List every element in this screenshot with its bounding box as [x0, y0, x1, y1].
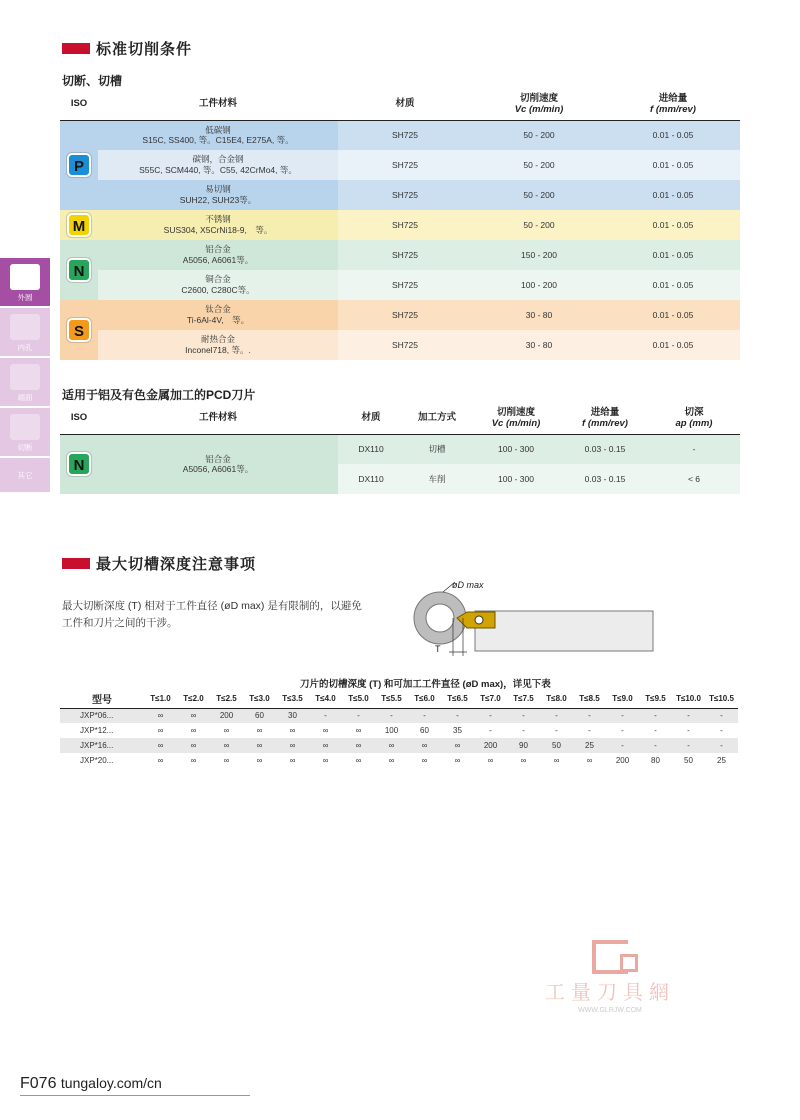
- depth-value-cell: ∞: [157, 756, 164, 765]
- depth-value-cell: 35: [453, 726, 462, 735]
- depth-value-cell: -: [705, 708, 738, 723]
- depth-value-cell: ∞: [144, 708, 177, 723]
- footer: [20, 1075, 162, 1093]
- depth-value-cell: ∞: [256, 726, 263, 735]
- material-cell: 碳钢，合金钢 S55C, SCM440, 等。C55, 42CrMo4, 等。: [98, 150, 338, 180]
- col-depth-header: T≤3.0: [243, 690, 276, 708]
- col-model: 型号: [60, 690, 144, 708]
- depth-value-cell: -: [555, 726, 558, 735]
- depth-value-cell: -: [342, 708, 375, 723]
- col-depth-header: T≤2.5: [210, 690, 243, 708]
- depth-value-cell: ∞: [289, 726, 296, 735]
- material-cell: 易切钢 SUH22, SUH23等。: [98, 180, 338, 210]
- watermark-logo-icon: [592, 940, 628, 974]
- iso-badge-n: N: [67, 452, 91, 476]
- depth-value-cell: ∞: [421, 756, 428, 765]
- depth-value-cell: ∞: [375, 738, 408, 753]
- material-cell: 铝合金 A5056, A6061等。: [98, 434, 338, 494]
- iso-cell-n: [60, 434, 98, 494]
- depth-value-cell: -: [588, 726, 591, 735]
- sidebar-tabs: [0, 258, 50, 494]
- table-row: DX110 车削 100 - 300 0.03 - 0.15 < 6: [60, 464, 740, 494]
- depth-value-cell: ∞: [309, 738, 342, 753]
- grooving-diagram: [405, 572, 660, 667]
- depth-value-cell: ∞: [190, 726, 197, 735]
- depth-value-cell: 30: [276, 708, 309, 723]
- material-cell: 钛合金 Ti-6Al-4V, 等。: [98, 300, 338, 330]
- col-depth-header: T≤8.5: [573, 690, 606, 708]
- col-depth-header: T≤3.5: [276, 690, 309, 708]
- title-accent-bar: [62, 43, 90, 54]
- depth-value-cell: ∞: [520, 756, 527, 765]
- table-row: [60, 738, 738, 753]
- section-title-text: 标准切削条件: [96, 41, 193, 58]
- material-cell: 铝合金 A5056, A6061等。: [98, 240, 338, 270]
- depth-value-cell: ∞: [243, 738, 276, 753]
- iso-cell-s: [60, 300, 98, 360]
- depth-value-cell: 200: [615, 756, 630, 765]
- depth-value-cell: -: [606, 738, 639, 753]
- table-row: 易切钢 SUH22, SUH23等。 SH725 50 - 200 0.01 - 0.05: [60, 180, 740, 210]
- depth-value-cell: ∞: [289, 756, 296, 765]
- depth-value-cell: ∞: [322, 756, 329, 765]
- depth-value-cell: -: [573, 708, 606, 723]
- col-iso: ISO: [70, 98, 88, 110]
- depth-value-cell: ∞: [586, 756, 593, 765]
- depth-value-cell: -: [705, 738, 738, 753]
- depth-value-cell: -: [507, 708, 540, 723]
- table-row: N 铝合金 A5056, A6061等。 SH725 150 - 200 0.01 - 0.05: [60, 240, 740, 270]
- depth-label: T: [435, 644, 441, 654]
- iso-cell-p: [60, 120, 98, 210]
- table-row: [60, 723, 738, 738]
- col-grade: 材质: [395, 98, 415, 110]
- col-depth-header: T≤9.0: [606, 690, 639, 708]
- iso-badge-p: P: [67, 153, 91, 177]
- depth-value-cell: 100: [384, 726, 399, 735]
- depth-value-cell: -: [639, 708, 672, 723]
- depth-value-cell: ∞: [342, 738, 375, 753]
- footer-divider: [20, 1095, 250, 1096]
- col-feed: 进给量 f (mm/rev): [650, 92, 696, 115]
- section-title-max-depth: [62, 553, 256, 574]
- table-row: [60, 708, 738, 723]
- depth-value-cell: ∞: [388, 756, 395, 765]
- depth-value-cell: 200: [474, 738, 507, 753]
- table-row: N 铝合金 A5056, A6061等。 DX110 切槽 100 - 300 0.03 - 0.15 -: [60, 434, 740, 464]
- depth-value-cell: -: [687, 726, 690, 735]
- model-cell: JXP*06...: [60, 708, 144, 723]
- material-cell: 不锈钢 SUS304, X5CrNi18-9, 等。: [98, 210, 338, 240]
- col-depth-header: T≤6.5: [441, 690, 474, 708]
- depth-value-cell: -: [720, 726, 723, 735]
- depth-value-cell: 60: [243, 708, 276, 723]
- depth-value-cell: ∞: [355, 756, 362, 765]
- depth-value-cell: ∞: [256, 756, 263, 765]
- depth-value-cell: ∞: [454, 756, 461, 765]
- table-row: [60, 753, 738, 768]
- col-depth-header: T≤2.0: [177, 690, 210, 708]
- depth-value-cell: ∞: [223, 756, 230, 765]
- depth-value-cell: ∞: [441, 738, 474, 753]
- depth-value-cell: 200: [210, 708, 243, 723]
- depth-value-cell: ∞: [177, 738, 210, 753]
- model-cell: JXP*12...: [80, 726, 114, 735]
- depth-value-cell: -: [474, 708, 507, 723]
- depth-value-cell: -: [441, 708, 474, 723]
- sidebar-tab-other[interactable]: 其它: [0, 458, 50, 492]
- col-material: 工件材料: [198, 98, 237, 110]
- depth-value-cell: ∞: [223, 726, 230, 735]
- depth-value-cell: -: [408, 708, 441, 723]
- col-depth-header: T≤8.0: [540, 690, 573, 708]
- sidebar-tab-internal[interactable]: 内孔: [0, 308, 50, 356]
- workpiece-bore: [426, 604, 454, 632]
- depth-value-cell: -: [654, 726, 657, 735]
- depth-value-cell: -: [522, 726, 525, 735]
- internal-boring-icon: [10, 314, 40, 340]
- col-depth-header: T≤5.5: [375, 690, 408, 708]
- depth-value-cell: -: [375, 708, 408, 723]
- depth-value-cell: ∞: [177, 708, 210, 723]
- model-cell: JXP*16...: [60, 738, 144, 753]
- depth-value-cell: 90: [507, 738, 540, 753]
- depth-value-cell: ∞: [144, 738, 177, 753]
- iso-badge-s: S: [67, 318, 91, 342]
- depth-value-cell: -: [672, 738, 705, 753]
- section-title-cutting-conditions: [62, 38, 192, 59]
- material-cell: 耐热合金 Inconel718, 等。.: [98, 330, 338, 360]
- depth-value-cell: 80: [651, 756, 660, 765]
- depth-value-cell: -: [639, 738, 672, 753]
- parting-icon: [10, 414, 40, 440]
- sidebar-tab-face[interactable]: 端面: [0, 358, 50, 406]
- depth-value-cell: ∞: [355, 726, 362, 735]
- depth-table: [60, 690, 738, 768]
- depth-value-cell: -: [309, 708, 342, 723]
- subhead-parting-grooving: 切断、切槽: [62, 74, 123, 88]
- depth-value-cell: -: [489, 726, 492, 735]
- col-depth-header: T≤10.5: [705, 690, 738, 708]
- external-turning-icon: [10, 264, 40, 290]
- col-depth-header: T≤6.0: [408, 690, 441, 708]
- depth-value-cell: ∞: [276, 738, 309, 753]
- table-row: M 不锈钢 SUS304, X5CrNi18-9, 等。 SH725 50 - 200 0.01 - 0.05: [60, 210, 740, 240]
- diameter-label: øD max: [452, 580, 484, 590]
- col-depth-header: T≤1.0: [144, 690, 177, 708]
- iso-cell-m: [60, 210, 98, 240]
- table-row: S 钛合金 Ti-6Al-4V, 等。 SH725 30 - 80 0.01 - 0.05: [60, 300, 740, 330]
- depth-value-cell: 25: [573, 738, 606, 753]
- page-number: F076: [20, 1075, 57, 1092]
- depth-value-cell: ∞: [190, 756, 197, 765]
- material-cell: 铜合金 C2600, C280C等。: [98, 270, 338, 300]
- depth-value-cell: ∞: [408, 738, 441, 753]
- iso-cell-n: [60, 240, 98, 300]
- col-depth-header: T≤7.5: [507, 690, 540, 708]
- depth-note: 最大切断深度 (T) 相对于工件直径 (øD max) 是有限制的，以避免工件和刀片之间的干涉。: [62, 600, 362, 629]
- col-depth-header: T≤9.5: [639, 690, 672, 708]
- depth-value-cell: -: [540, 708, 573, 723]
- depth-value-cell: 60: [420, 726, 429, 735]
- col-depth-header: T≤7.0: [474, 690, 507, 708]
- depth-value-cell: 50: [684, 756, 693, 765]
- col-depth-header: T≤10.0: [672, 690, 705, 708]
- site-url[interactable]: tungaloy.com/cn: [60, 1075, 162, 1091]
- insert-screw-icon: [475, 616, 483, 624]
- watermark: 工量刀具網 WWW.GLRJW.COM: [535, 940, 685, 1014]
- depth-value-cell: ∞: [487, 756, 494, 765]
- depth-value-cell: ∞: [157, 726, 164, 735]
- face-grooving-icon: [10, 364, 40, 390]
- title-accent-bar: [62, 558, 90, 569]
- depth-value-cell: -: [606, 708, 639, 723]
- depth-value-cell: 50: [540, 738, 573, 753]
- pcd-conditions-table: ISO 工件材料 材质 加工方式 切削速度 Vc (m/min) 进给量 f (mm/rev) 切深 ap (mm) N 铝合金 A5056, A6061等。 DX110 切槽 100 - 300 0.03 - 0.15 - DX110 车削 100 - 300 0.03 - 0.15 < 6: [60, 404, 740, 494]
- iso-badge-n: N: [67, 258, 91, 282]
- iso-badge-m: M: [67, 213, 91, 237]
- col-depth-header: T≤4.0: [309, 690, 342, 708]
- depth-value-cell: ∞: [322, 726, 329, 735]
- table-row: P 低碳钢 S15C, SS400, 等。C15E4, E275A, 等。 SH725 50 - 200 0.01 - 0.05: [60, 120, 740, 150]
- depth-value-cell: ∞: [210, 738, 243, 753]
- depth-value-cell: 25: [717, 756, 726, 765]
- depth-value-cell: ∞: [553, 756, 560, 765]
- table-row: 铜合金 C2600, C280C等。 SH725 100 - 200 0.01 - 0.05: [60, 270, 740, 300]
- col-vc: 切削速度 Vc (m/min): [514, 92, 564, 115]
- table-row: 碳钢，合金钢 S55C, SCM440, 等。C55, 42CrMo4, 等。 SH725 50 - 200 0.01 - 0.05: [60, 150, 740, 180]
- sidebar-tab-external[interactable]: 外圆: [0, 258, 50, 306]
- model-cell: JXP*20...: [80, 756, 114, 765]
- material-cell: 低碳钢 S15C, SS400, 等。C15E4, E275A, 等。: [98, 120, 338, 150]
- depth-table-caption: 刀片的切槽深度 (T) 和可加工工件直径 (øD max)，详见下表: [300, 679, 551, 690]
- depth-value-cell: -: [672, 708, 705, 723]
- col-depth-header: T≤5.0: [342, 690, 375, 708]
- subhead-pcd: 适用于铝及有色金属加工的PCD刀片: [62, 388, 256, 402]
- table-row: 耐热合金 Inconel718, 等。. SH725 30 - 80 0.01 - 0.05: [60, 330, 740, 360]
- cutting-conditions-table: [60, 90, 740, 360]
- tool-holder-shank: [475, 611, 653, 651]
- depth-value-cell: -: [621, 726, 624, 735]
- sidebar-tab-parting[interactable]: 切断: [0, 408, 50, 456]
- section-title-text: 最大切槽深度注意事项: [96, 556, 257, 573]
